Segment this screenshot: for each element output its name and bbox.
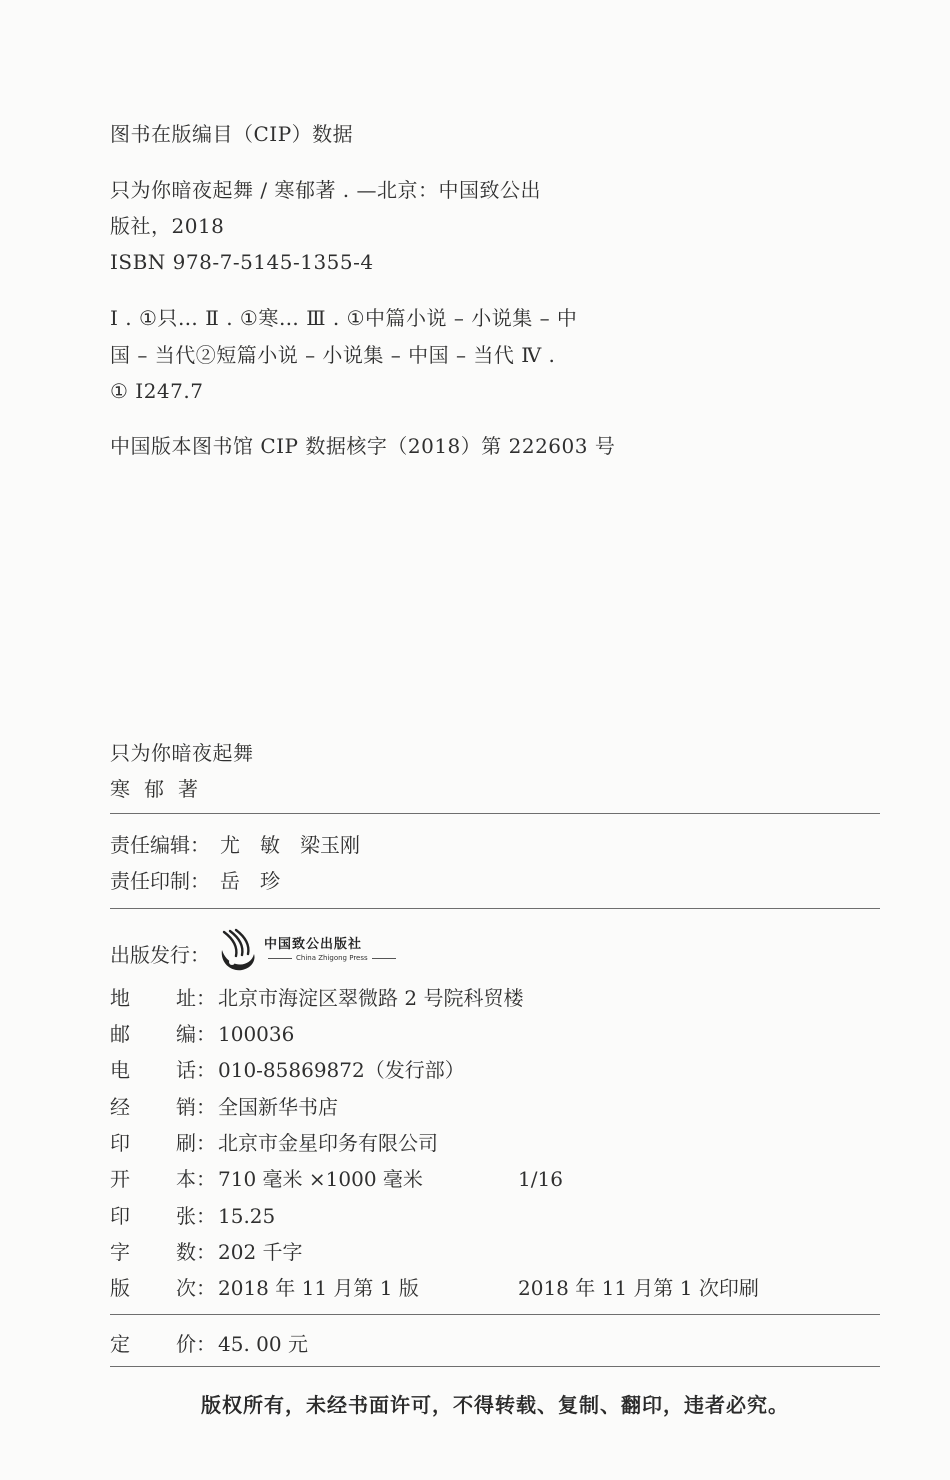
sheets-value: 15.25 <box>218 1204 276 1228</box>
sheets-row <box>110 1205 275 1227</box>
words-label-b: 数： <box>176 1240 216 1264</box>
price-row <box>110 1333 308 1355</box>
words-value: 202 千字 <box>218 1240 303 1264</box>
address-label-b: 址： <box>176 986 216 1010</box>
divider <box>110 1366 880 1367</box>
publisher-logo-icon <box>216 928 262 974</box>
price-label-b: 价： <box>176 1332 216 1356</box>
divider <box>110 1314 880 1315</box>
print-control-label: 责任印制： <box>110 869 210 893</box>
format-label-a: 开 <box>110 1167 130 1191</box>
editor-label: 责任编辑： <box>110 833 210 857</box>
price-label-a: 定 <box>110 1332 130 1356</box>
cip-line-4: Ⅰ . ①只… Ⅱ . ①寒… Ⅲ . ①中篇小说 – 小说集 – 中 <box>110 306 578 330</box>
format-label-b: 本： <box>176 1167 216 1191</box>
book-title: 只为你暗夜起舞 <box>110 741 254 765</box>
printer-label-b: 刷： <box>176 1131 216 1155</box>
divider <box>110 908 880 909</box>
address-row <box>110 987 523 1009</box>
sheets-label-a: 印 <box>110 1204 130 1228</box>
phone-label-a: 电 <box>110 1058 130 1082</box>
format-row <box>110 1167 563 1191</box>
publisher-logo-name: 中国致公出版社 <box>264 937 363 952</box>
price-value: 45. 00 元 <box>218 1332 308 1356</box>
postcode-label-b: 编： <box>176 1022 216 1046</box>
words-label-a: 字 <box>110 1240 130 1264</box>
editor-value: 尤 敏 梁玉刚 <box>220 833 360 857</box>
print-control-value: 岳 珍 <box>220 869 280 893</box>
address-label-a: 地 <box>110 986 130 1010</box>
format-value: 710 毫米 ×1000 毫米 <box>218 1167 423 1191</box>
postcode-row <box>110 1023 294 1045</box>
cip-record-number: 中国版本图书馆 CIP 数据核字（2018）第 222603 号 <box>110 434 616 458</box>
distribution-row <box>110 1096 338 1118</box>
copyright-notice: 版权所有，未经书面许可，不得转载、复制、翻印，违者必究。 <box>201 1393 789 1417</box>
phone-value: 010-85869872（发行部） <box>218 1058 465 1082</box>
publisher-label: 出版发行： <box>110 943 210 967</box>
cip-line-6: ① I247.7 <box>110 379 204 403</box>
printer-label-a: 印 <box>110 1131 130 1155</box>
printer-value: 北京市金星印务有限公司 <box>218 1131 438 1155</box>
phone-row <box>110 1059 465 1081</box>
cip-heading: 图书在版编目（CIP）数据 <box>110 122 354 146</box>
printer-row <box>110 1132 438 1154</box>
printing-value: 2018 年 11 月第 1 次印刷 <box>518 1276 759 1300</box>
publisher-logo-english: China Zhigong Press <box>264 955 400 962</box>
editor-row <box>110 834 360 856</box>
edition-label-a: 版 <box>110 1276 130 1300</box>
cip-isbn: ISBN 978-7-5145-1355-4 <box>110 250 374 274</box>
publisher-logo <box>216 928 406 974</box>
publisher-row <box>110 944 220 966</box>
address-value: 北京市海淀区翠微路 2 号院科贸楼 <box>218 986 524 1010</box>
print-control-row <box>110 870 280 892</box>
cip-line-5: 国 – 当代②短篇小说 – 小说集 – 中国 – 当代 Ⅳ . <box>110 343 556 367</box>
distribution-label-a: 经 <box>110 1095 130 1119</box>
edition-row <box>110 1276 759 1300</box>
postcode-label-a: 邮 <box>110 1022 130 1046</box>
distribution-value: 全国新华书店 <box>218 1095 338 1119</box>
distribution-label-b: 销： <box>176 1095 216 1119</box>
format-value-secondary: 1/16 <box>518 1167 563 1191</box>
words-row <box>110 1241 303 1263</box>
divider <box>110 813 880 814</box>
edition-label-b: 次： <box>176 1276 216 1300</box>
cip-line-1: 只为你暗夜起舞 / 寒郁著 . —北京：中国致公出 <box>110 178 542 202</box>
sheets-label-b: 张： <box>176 1204 216 1228</box>
phone-label-b: 话： <box>176 1058 216 1082</box>
book-author: 寒郁著 <box>110 777 212 801</box>
cip-line-2: 版社，2018 <box>110 214 225 238</box>
postcode-value: 100036 <box>218 1022 295 1046</box>
edition-value: 2018 年 11 月第 1 版 <box>218 1276 419 1300</box>
